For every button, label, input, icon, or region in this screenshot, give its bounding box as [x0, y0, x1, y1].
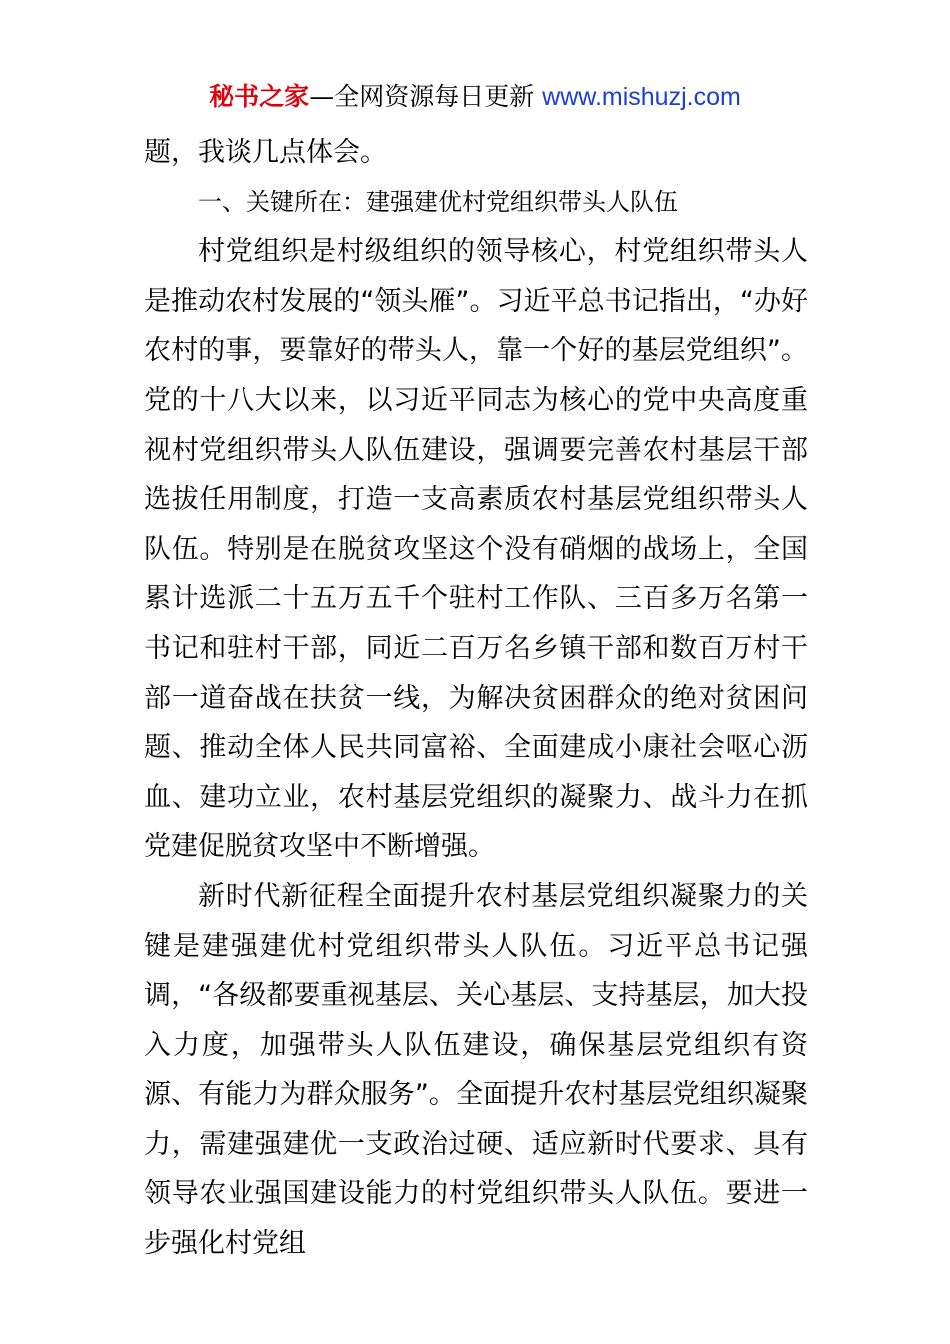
site-header — [0, 80, 950, 114]
continuation-line: 题，我谈几点体会。 — [144, 137, 387, 168]
document-body — [144, 128, 808, 1269]
site-url-link[interactable]: www.mishuzj.com — [542, 83, 741, 111]
header-tagline: —全网资源每日更新 — [309, 82, 535, 111]
body-paragraph: 村党组织是村级组织的领导核心，村党组织带头人是推动农村发展的“领头雁”。习近平总书记指出，“办好农村的事，要靠好的带头人，靠一个好的基层党组织”。党的十八大以来，以习近平同志为核心的党中央高度重视村党组织带头人队伍建设，强调要完善农村基层干部选拔任用制度，打造一支高素质农村基层党组织带头人队伍。特别是在脱贫攻坚这个没有硝烟的战场上，全国累计选派二十五万五千个驻村工作队、三百多万名第一书记和驻村干部，同近二百万名乡镇干部和数百万村干部一道奋战在扶贫一线，为解决贫困群众的绝对贫困问题、推动全体人民共同富裕、全面建成小康社会呕心沥血、建功立业，农村基层党组织的凝聚力、战斗力在抓党建促脱贫攻坚中不断增强。 — [144, 236, 808, 863]
section-heading: 一、关键所在：建强建优村党组织带头人队伍 — [198, 187, 678, 216]
brand-name: 秘书之家 — [209, 82, 310, 111]
body-paragraph: 新时代新征程全面提升农村基层党组织凝聚力的关键是建强建优村党组织带头人队伍。习近平总书记强调，“各级都要重视基层、关心基层、支持基层，加大投入力度，加强带头人队伍建设，确保基层党组织有资源、有能力为群众服务”。全面提升农村基层党组织凝聚力，需建强建优一支政治过硬、适应新时代要求、具有领导农业强国建设能力的村党组织带头人队伍。要进一步强化村党组 — [144, 880, 808, 1260]
